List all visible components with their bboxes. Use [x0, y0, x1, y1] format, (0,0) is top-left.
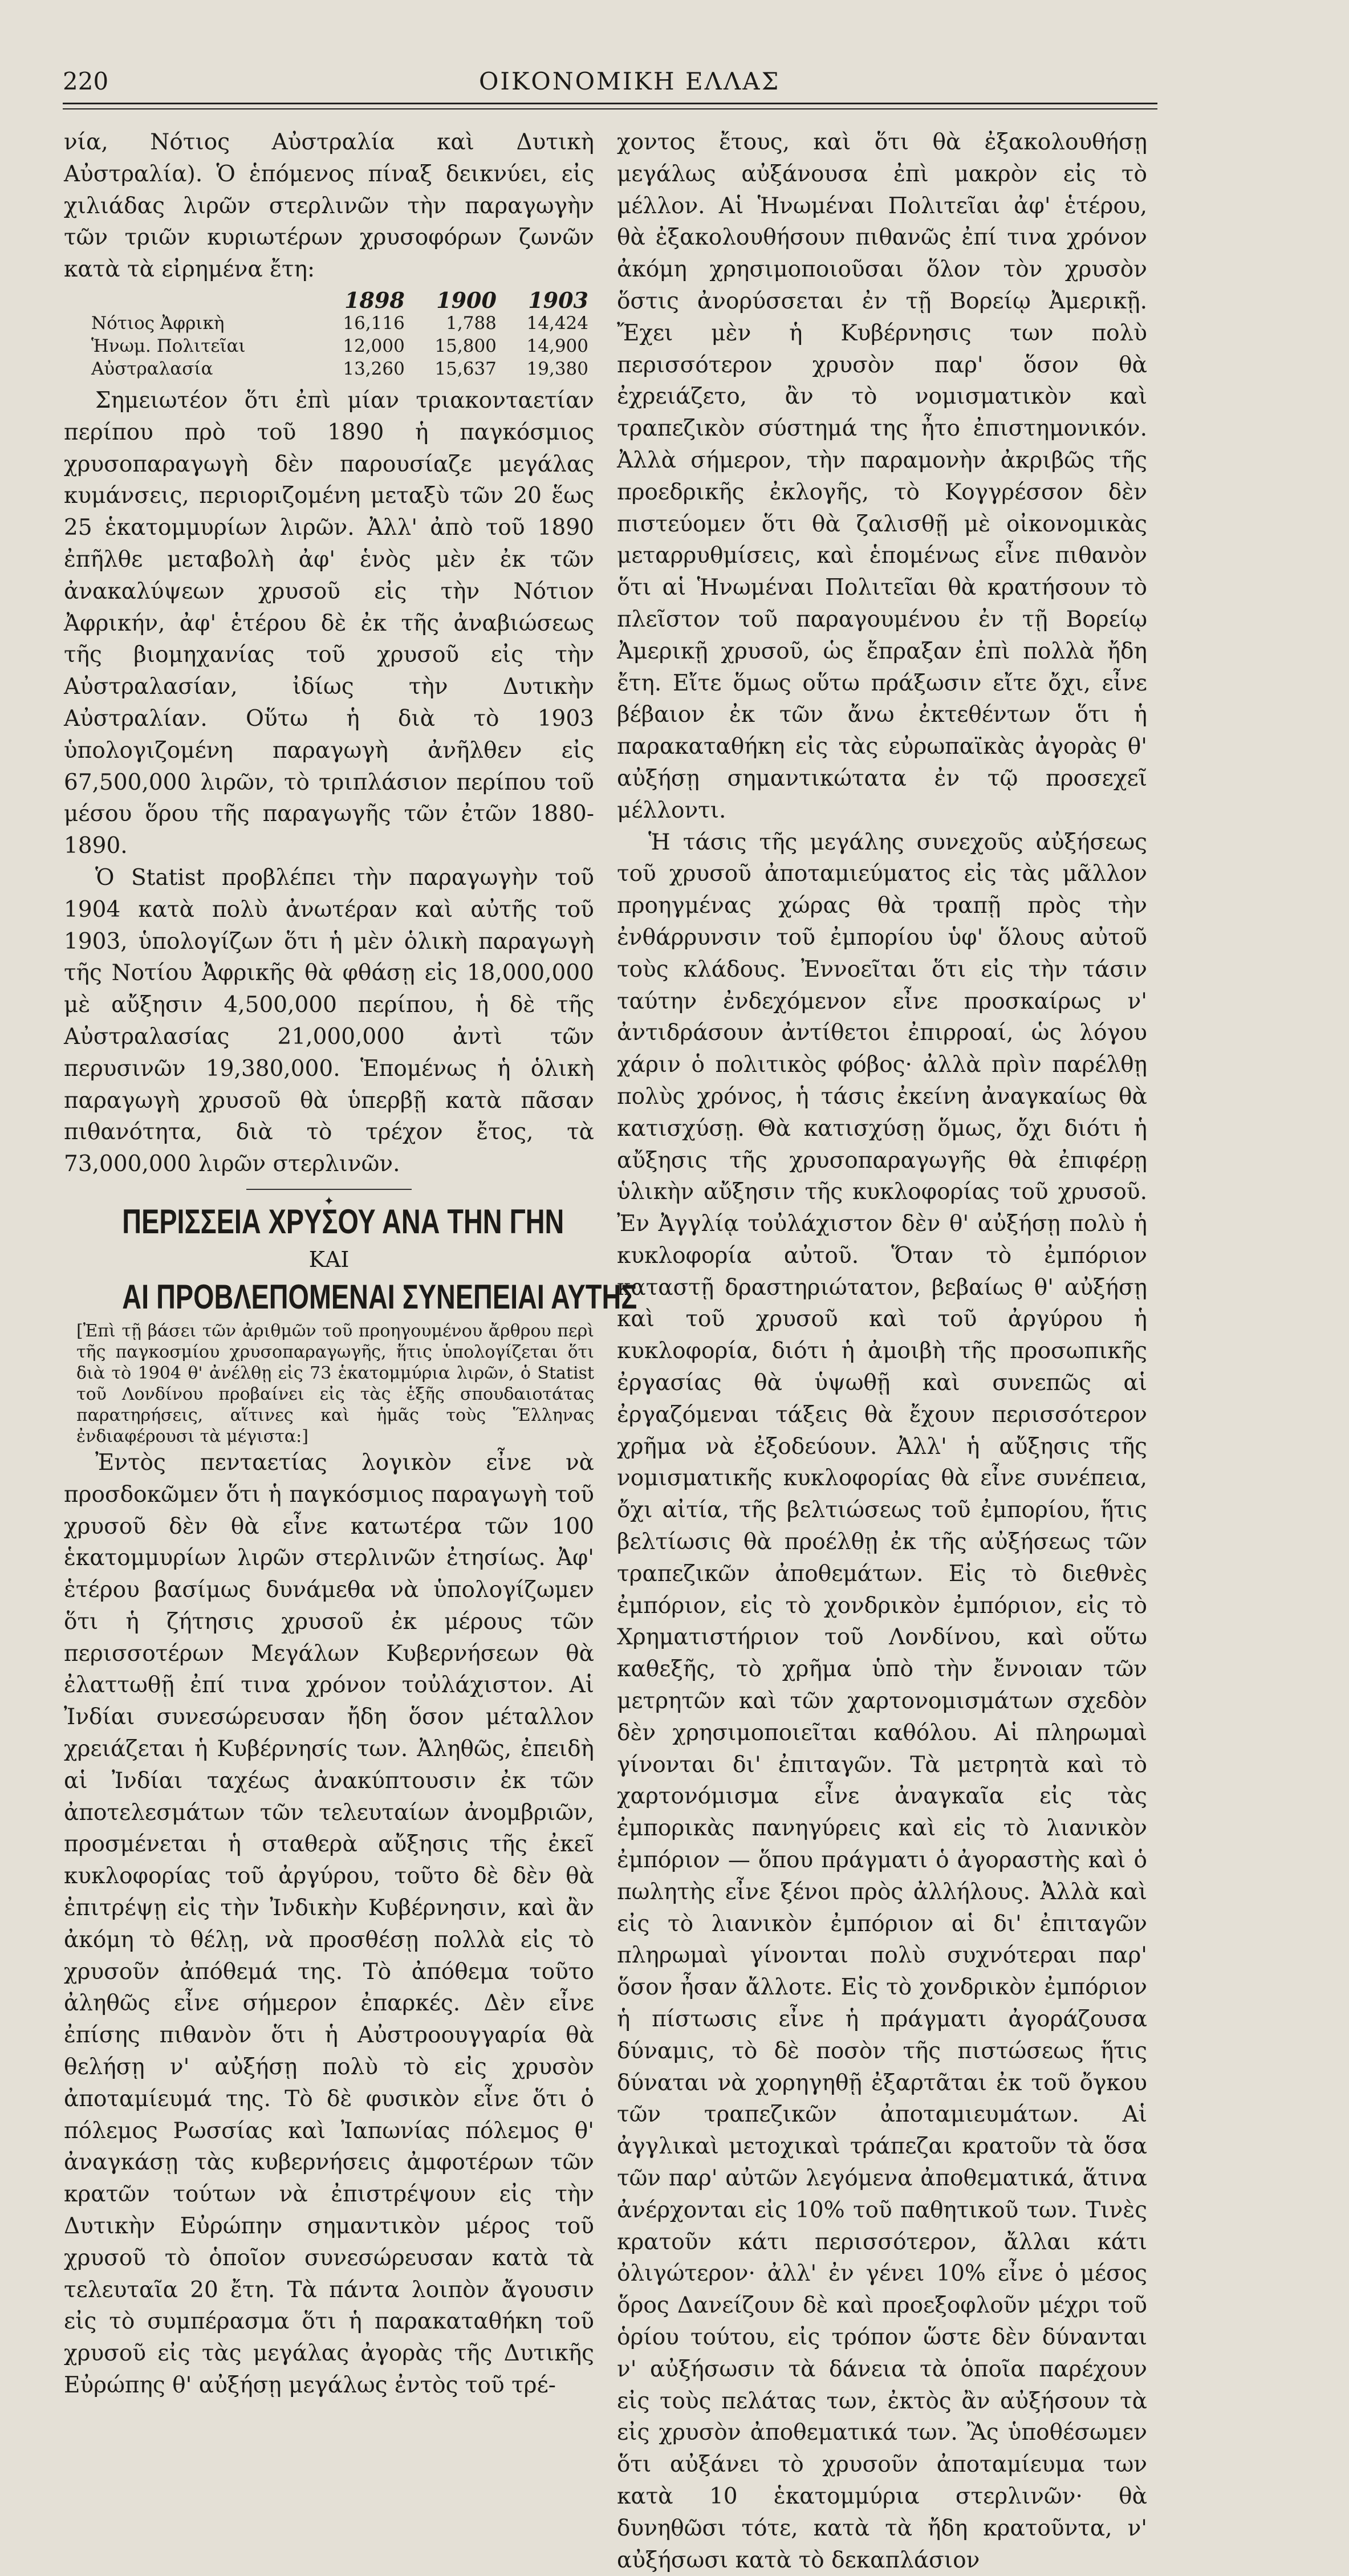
year-header: 1900	[436, 287, 497, 313]
right-column	[617, 127, 1147, 2576]
body-paragraph: Ἐντὸς πενταετίας λογικὸν εἶνε νὰ προσδοκῶμεν ὅτι ἡ παγκόσμιος παραγωγὴ τοῦ χρυσοῦ δὲν θὰ εἶνε κατωτέρα τῶν 100 ἑκατομμυρίων λιρῶν στερλινῶν ἐτησίως. Ἀφ' ἑτέρου βασίμως δυνάμεθα νὰ ὑπολογίζωμεν ὅτι ἡ ζήτησις χρυσοῦ ἐκ μέρους τῶν περισσοτέρων Μεγάλων Κυβερνήσεων θὰ ἐλαττωθῇ ἐπί τινα χρόνον τοὐλάχιστον. Αἱ Ἰνδίαι συνεσώρευσαν ἤδη ὅσον μέταλλον χρειάζεται ἡ Κυβέρνησίς των. Ἀληθῶς, ἐπειδὴ αἱ Ἰνδίαι ταχέως ἀνακύπτουσιν ἐκ τῶν ἀποτελεσμάτων τῶν τελευταίων ἀνομβριῶν, προσμένεται ἡ σταθερὰ αὔξησις τῆς ἐκεῖ κυκλοφορίας τοῦ ἀργύρου, τοῦτο δὲ δὲν θὰ ἐπιτρέψῃ εἰς τὴν Ἰνδικὴν Κυβέρνησιν, καὶ ἂν ἀκόμη τὸ θέλῃ, νὰ προσθέσῃ πολλὰ εἰς τὸ χρυσοῦν ἀπόθεμά της. Τὸ ἀπόθεμα τοῦτο ἀληθῶς εἶνε σήμερον ἐπαρκές. Δὲν εἶνε ἐπίσης πιθανὸν ὅτι ἡ Αὐστροουγγαρία θὰ θελήσῃ ν' αὐξήσῃ πολὺ τὸ εἰς χρυσὸν ἀποταμίευμά της. Τὸ δὲ φυσικὸν εἶνε ὅτι ὁ πόλεμος Ρωσσίας καὶ Ἰαπωνίας πόλεμος θ' ἀναγκάσῃ τὰς κυβερνήσεις ἀμφοτέρων τῶν κρατῶν τούτων νὰ ἐπιστρέψουν εἰς τὴν Δυτικὴν Εὐρώπην σημαντικὸν μέρος τοῦ χρυσοῦ τὸ ὁποῖον συνεσώρευσαν κατὰ τὰ τελευταῖα 20 ἔτη. Τὰ πάντα λοιπὸν ἄγουσιν εἰς τὸ συμπέρασμα ὅτι ἡ παρακαταθήκη τοῦ χρυσοῦ εἰς τὰς μεγάλας ἀγορὰς τῆς Δυτικῆς Εὐρώπης θ' αὐξήσῃ μεγάλως ἐντὸς τοῦ τρέ-	[64, 1449, 594, 2399]
region-name: Ἡνωμ. Πολιτεῖαι	[91, 335, 246, 356]
headline-conjunction: ΚΑΙ	[308, 1246, 350, 1272]
table-cell: 15,637	[434, 358, 497, 379]
year-header: 1903	[528, 287, 588, 313]
table-cell: 13,260	[343, 358, 405, 379]
table-cell: 19,380	[526, 358, 588, 379]
table-cell: 15,800	[434, 335, 497, 356]
section-divider	[64, 1183, 594, 1196]
running-header	[63, 67, 1157, 101]
body-paragraph: Ὁ Statist προβλέπει τὴν παραγωγὴν τοῦ 1904 κατὰ πολὺ ἀνωτέραν καὶ αὐτῆς τοῦ 1903, ὑπολογίζων ὅτι ἡ μὲν ὁλικὴ παραγωγὴ τῆς Νοτίου Ἀφρικῆς θὰ φθάσῃ εἰς 18,000,000 μὲ αὔξησιν 4,500,000 περίπου, ἡ δὲ τῆς Αὐστραλασίας 21,000,000 ἀντὶ τῶν περυσινῶν 19,380,000. Ἑπομένως ἡ ὁλικὴ παραγωγὴ χρυσοῦ θὰ ὑπερβῇ κατὰ πᾶσαν πιθανότητα, διὰ τὸ τρέχον ἔτος, τὰ 73,000,000 λιρῶν στερλινῶν.	[64, 864, 594, 1177]
year-header: 1898	[344, 287, 405, 313]
article-headline: ΠΕΡΙΣΣΕΙΑ ΧΡΥΣΟΥ ΑΝΑ ΤΗΝ ΓΗΝ	[122, 1202, 564, 1241]
editorial-note: [Ἐπὶ τῇ βάσει τῶν ἀριθμῶν τοῦ προηγουμένου ἄρθρου περὶ τῆς παγκοσμίου χρυσοπαραγωγῆς, ἥτις ὑπολογίζεται ὅτι διὰ τὸ 1904 θ' ἀνέλθῃ εἰς 73 ἑκατομμύρια λιρῶν, ὁ Statist τοῦ Λονδίνου προβαίνει εἰς τὰς ἑξῆς σπουδαιοτάτας παρατηρήσεις, αἵτινες καὶ ἡμᾶς τοὺς Ἕλληνας ἐνδιαφέρουσι τὰ μέγιστα:]	[76, 1320, 594, 1447]
table-cell: 14,424	[526, 312, 588, 334]
region-name: Νότιος Ἀφρικὴ	[91, 312, 225, 334]
table-row	[64, 357, 594, 380]
running-title: ΟΙΚΟΝΟΜΙΚΗ ΕΛΛΑΣ	[479, 67, 781, 95]
table-row	[64, 335, 594, 357]
table-cell: 14,900	[526, 335, 588, 356]
body-paragraph: Σημειωτέον ὅτι ἐπὶ μίαν τριακονταετίαν περίπου πρὸ τοῦ 1890 ἡ παγκόσμιος χρυσοπαραγωγὴ δὲν παρουσίαζε μεγάλας κυμάνσεις, περιοριζομένη μεταξὺ τῶν 20 ἕως 25 ἑκατομμυρίων λιρῶν. Ἀλλ' ἀπὸ τοῦ 1890 ἐπῆλθε μεταβολὴ ἀφ' ἑνὸς μὲν ἐκ τῶν ἀνακαλύψεων χρυσοῦ εἰς τὴν Νότιον Ἀφρικήν, ἀφ' ἑτέρου δὲ ἐκ τῆς ἀναβιώσεως τῆς βιομηχανίας τοῦ χρυσοῦ εἰς τὴν Αὐστραλασίαν, ἰδίως τὴν Δυτικὴν Αὐστραλίαν. Οὕτω ἡ διὰ τὸ 1903 ὑπολογιζομένη παραγωγὴ ἀνῆλθεν εἰς 67,500,000 λιρῶν, τὸ τριπλάσιον περίπου τοῦ μέσου ὅρου τῆς παραγωγῆς τῶν ἐτῶν 1880-1890.	[64, 387, 594, 859]
region-name: Αὐστραλασία	[91, 358, 213, 379]
left-column	[64, 127, 637, 2402]
table-cell: 16,116	[343, 312, 405, 334]
table-cell: 12,000	[343, 335, 405, 356]
body-paragraph: Ἡ τάσις τῆς μεγάλης συνεχοῦς αὐξήσεως τοῦ χρυσοῦ ἀποταμιεύματος εἰς τὰς μᾶλλον προηγμένας χώρας θὰ τραπῇ πρὸς τὴν ἐνθάρρυνσιν τοῦ ἐμπορίου ὑφ' ὅλους αὐτοῦ τοὺς κλάδους. Ἐννοεῖται ὅτι εἰς τὴν τάσιν ταύτην ἐνδεχόμενον εἶνε προσκαίρως ν' ἀντιδράσουν ἀντίθετοι ἐπιρροαί, ὡς λόγου χάριν ὁ πολιτικὸς φόβος· ἀλλὰ πρὶν παρέλθῃ πολὺς χρόνος, ἡ τάσις ἐκείνη ἀναγκαίως θὰ κατισχύσῃ. Θὰ κατισχύσῃ ὅμως, ὄχι διότι ἡ αὔξησις τῆς χρυσοπαραγωγῆς θὰ ἐπιφέρῃ ὑλικὴν αὔξησιν τῆς κυκλοφορίας τοῦ χρυσοῦ. Ἐν Ἀγγλίᾳ τοὐλάχιστον δὲν θ' αὐξήσῃ πολὺ ἡ κυκλοφορία αὐτοῦ. Ὅταν τὸ ἐμπόριον καταστῇ δραστηριώτατον, βεβαίως θ' αὐξήσῃ καὶ τοῦ χρυσοῦ καὶ τοῦ ἀργύρου ἡ κυκλοφορία, διότι ἡ ἀμοιβὴ τῆς προσωπικῆς ἐργασίας θὰ ὑψωθῇ καὶ συνεπῶς αἱ ἐργαζόμεναι τάξεις θὰ ἔχουν περισσότερον χρῆμα νὰ ἐξοδεύουν. Ἀλλ' ἡ αὔξησις τῆς νομισματικῆς κυκλοφορίας θὰ εἶνε συνέπεια, ὄχι αἰτία, τῆς βελτιώσεως τοῦ ἐμπορίου, ἥτις βελτίωσις θὰ προέλθῃ ἐκ τῆς αὐξήσεως τῶν τραπεζικῶν ἀποθεμάτων. Εἰς τὸ διεθνὲς ἐμπόριον, εἰς τὸ χονδρικὸν ἐμπόριον, εἰς τὸ Χρηματιστήριον τοῦ Λονδίνου, καὶ οὕτω καθεξῆς, τὸ χρῆμα ὑπὸ τὴν ἔννοιαν τῶν μετρητῶν καὶ τῶν χαρτονομισμάτων σχεδὸν δὲν χρησιμοποιεῖται καθόλου. Αἱ πληρωμαὶ γίνονται δι' ἐπιταγῶν. Τὰ μετρητὰ καὶ τὸ χαρτονόμισμα εἶνε ἀναγκαῖα εἰς τὰς ἐμπορικὰς πανηγύρεις καὶ εἰς τὸ λιανικὸν ἐμπόριον — ὅπου πράγματι ὁ ἀγοραστὴς καὶ ὁ πωλητὴς εἶνε ξένοι πρὸς ἀλλήλους. Ἀλλὰ καὶ εἰς τὸ λιανικὸν ἐμπόριον αἱ δι' ἐπιταγῶν πληρωμαὶ γίνονται πολὺ συχνότεραι παρ' ὅσον ἦσαν ἄλλοτε. Εἰς τὸ χονδρικὸν ἐμπόριον ἡ πίστωσις εἶνε ἡ πράγματι ἀγοράζουσα δύναμις, τὸ δὲ ποσὸν τῆς πιστώσεως ἥτις δύναται νὰ χορηγηθῇ ἐξαρτᾶται ἐκ τοῦ ὄγκου τῶν τραπεζικῶν ἀποταμιευμάτων. Αἱ ἀγγλικαὶ μετοχικαὶ τράπεζαι κρατοῦν τὰ ὅσα τῶν παρ' αὐτῶν λεγόμενα ἀποθεματικά, ἅτινα ἀνέρχονται εἰς 10% τοῦ παθητικοῦ των. Τινὲς κρατοῦν κάτι περισσότερον, ἄλλαι κάτι ὀλιγώτερον· ἀλλ' ἐν γένει 10% εἶνε ὁ μέσος ὅρος Δανείζουν δὲ καὶ προεξοφλοῦν μέχρι τοῦ ὁρίου τούτου, εἰς τρόπον ὥστε δὲν δύνανται ν' αὐξήσωσιν τὰ δάνεια τὰ ὁποῖα παρέχουν εἰς τοὺς πελάτας των, ἐκτὸς ἂν αὐξήσουν τὰ εἰς χρυσὸν ἀποθεματικά των. Ἂς ὑποθέσωμεν ὅτι αὐξάνει τὸ χρυσοῦν ἀποταμίευμα των κατὰ 10 ἑκατομμύρια στερλινῶν· θὰ δυνηθῶσι τότε, κατὰ τὰ ἤδη κρατοῦντα, ν' αὐξήσωσι κατὰ τὸ δεκαπλάσιον	[617, 829, 1147, 2573]
table-row	[64, 312, 594, 335]
header-rule	[63, 103, 1157, 104]
table-corner	[64, 289, 319, 312]
header-rule-thin	[63, 108, 1157, 109]
table-cell: 1,788	[446, 312, 497, 334]
page-number: 220	[63, 67, 109, 95]
gold-production-table	[64, 289, 594, 380]
intro-paragraph: νία, Νότιος Αὐστραλία καὶ Δυτικὴ Αὐστραλία). Ὁ ἑπόμενος πίναξ δεικνύει, εἰς χιλιάδας λιρῶν στερλινῶν τὴν παραγωγὴν τῶν τριῶν κυριωτέρων χρυσοφόρων ζωνῶν κατὰ τὰ εἰρημένα ἔτη:	[64, 129, 594, 283]
article-subheadline: ΑΙ ΠΡΟΒΛΕΠΟΜΕΝΑΙ ΣΥΝΕΠΕΙΑΙ ΑΥΤΗΣ	[122, 1277, 637, 1316]
table-header-row	[64, 289, 594, 312]
body-paragraph: χοντος ἔτους, καὶ ὅτι θὰ ἐξακολουθήσῃ μεγάλως αὐξάνουσα ἐπὶ μακρὸν εἰς τὸ μέλλον. Αἱ Ἡνωμέναι Πολιτεῖαι ἀφ' ἑτέρου, θὰ ἐξακολουθήσουν πιθανῶς ἐπί τινα χρόνον ἀκόμη χρησιμοποιοῦσαι ὅλον τὸν χρυσὸν ὅστις ἀνορύσσεται ἐν τῇ Βορείῳ Ἀμερικῇ. Ἔχει μὲν ἡ Κυβέρνησις των πολὺ περισσότερον χρυσὸν παρ' ὅσον θὰ ἐχρειάζετο, ἂν τὸ νομισματικὸν καὶ τραπεζικὸν σύστημά της ἦτο ἐπιστημονικόν. Ἀλλὰ σήμερον, τὴν παραμονὴν ἀκριβῶς τῆς προεδρικῆς ἐκλογῆς, τὸ Κογγρέσσον δὲν πιστεύομεν ὅτι θὰ ζαλισθῇ μὲ οἰκονομικὰς μεταρρυθμίσεις, καὶ ἑπομένως εἶνε πιθανὸν ὅτι αἱ Ἡνωμέναι Πολιτεῖαι θὰ κρατήσουν τὸ πλεῖστον τοῦ παραγουμένου ἐν τῇ Βορείῳ Ἀμερικῇ χρυσοῦ, ὡς ἔπραξαν ἐπὶ πολλὰ ἤδη ἔτη. Εἴτε ὅμως οὕτω πράξωσιν εἴτε ὄχι, εἶνε βέβαιον ἐκ τῶν ἄνω ἐκτεθέντων ὅτι ἡ παρακαταθήκη εἰς τὰς εὐρωπαϊκὰς ἀγορὰς θ' αὐξήσῃ σημαντικώτατα ἐν τῷ προσεχεῖ μέλλοντι.	[617, 129, 1147, 823]
